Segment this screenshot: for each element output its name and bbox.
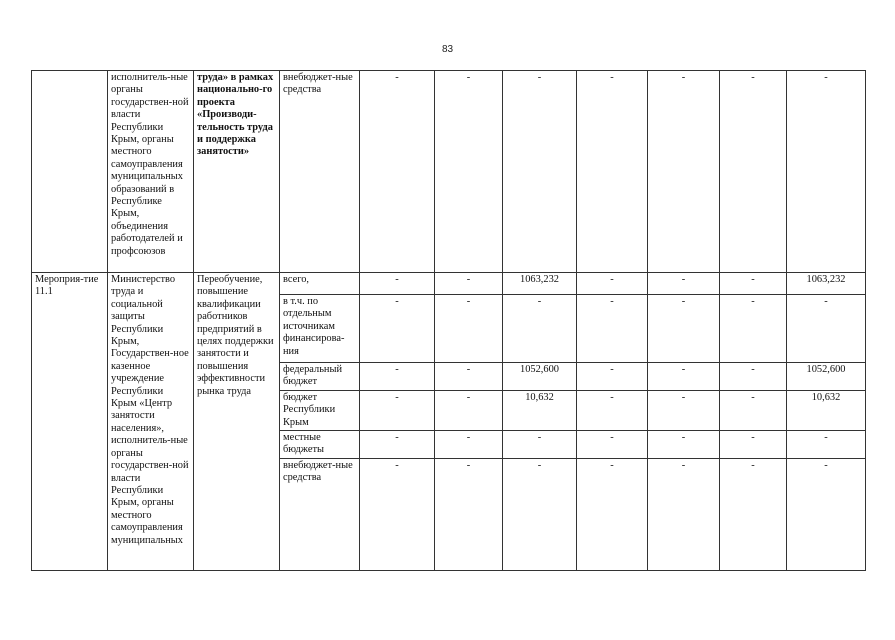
value-cell: - (720, 363, 787, 391)
value-cell: - (503, 71, 577, 273)
funding-source-cell: всего, (280, 273, 360, 295)
value-cell: 1052,600 (787, 363, 866, 391)
value-cell: - (503, 431, 577, 459)
event-number-cell: Мероприя-тие 11.1 (32, 273, 108, 571)
responsible-executors-cell: исполнитель-ные органы государствен-ной власти Республики Крым, органы местного самоуправления муниципальных образований в Республике Крым, объединения работодателей и профсоюзов (108, 71, 194, 273)
value-cell: - (720, 295, 787, 363)
value-cell: - (648, 295, 720, 363)
value-cell: - (435, 273, 503, 295)
table-row (32, 71, 866, 273)
value-cell: - (360, 71, 435, 273)
value-cell: - (360, 390, 435, 430)
page-number: 83 (441, 44, 454, 55)
value-cell: - (720, 431, 787, 459)
value-cell: - (435, 431, 503, 459)
value-cell: 1063,232 (503, 273, 577, 295)
budget-table (31, 70, 866, 571)
value-cell: - (720, 273, 787, 295)
value-cell: - (577, 273, 648, 295)
value-cell: - (787, 71, 866, 273)
value-cell: - (787, 458, 866, 570)
value-cell: - (577, 390, 648, 430)
value-cell: - (360, 363, 435, 391)
value-cell: - (648, 458, 720, 570)
funding-source-cell: внебюджет-ные средства (280, 71, 360, 273)
value-cell: 10,632 (503, 390, 577, 430)
funding-source-cell: внебюджет-ные средства (280, 458, 360, 570)
value-cell: - (577, 458, 648, 570)
table-row (32, 273, 866, 295)
event-number-cell (32, 71, 108, 273)
value-cell: - (577, 431, 648, 459)
value-cell: - (503, 458, 577, 570)
value-cell: - (720, 458, 787, 570)
funding-source-cell: местные бюджеты (280, 431, 360, 459)
value-cell: - (360, 431, 435, 459)
responsible-executors-cell: Министерство труда и социальной защиты Республики Крым, Государствен-ное казенное учреждение Республики Крым «Центр занятости населения», исполнитель-ные органы государствен-ной власти Республики Крым, органы местного самоуправления муниципальных (108, 273, 194, 571)
value-cell: - (648, 71, 720, 273)
value-cell: - (648, 390, 720, 430)
value-cell: - (577, 363, 648, 391)
funding-source-cell: федеральный бюджет (280, 363, 360, 391)
value-cell: - (360, 295, 435, 363)
value-cell: - (360, 458, 435, 570)
event-title-cell: труда» в рамках национально-го проекта «Производи-тельность труда и поддержка занятости» (194, 71, 280, 273)
value-cell: 1063,232 (787, 273, 866, 295)
value-cell: - (577, 71, 648, 273)
value-cell: - (787, 295, 866, 363)
value-cell: - (720, 390, 787, 430)
funding-source-cell: в т.ч. по отдельным источникам финансирова-ния (280, 295, 360, 363)
value-cell: - (435, 390, 503, 430)
event-title-cell: Переобучение, повышение квалификации работников предприятий в целях поддержки занятости и повышения эффективности рынка труда (194, 273, 280, 571)
value-cell: 10,632 (787, 390, 866, 430)
value-cell: - (435, 458, 503, 570)
value-cell: 1052,600 (503, 363, 577, 391)
value-cell: - (435, 363, 503, 391)
funding-source-cell: бюджет Республики Крым (280, 390, 360, 430)
value-cell: - (787, 431, 866, 459)
value-cell: - (435, 71, 503, 273)
value-cell: - (435, 295, 503, 363)
value-cell: - (503, 295, 577, 363)
value-cell: - (648, 431, 720, 459)
value-cell: - (648, 363, 720, 391)
value-cell: - (577, 295, 648, 363)
value-cell: - (360, 273, 435, 295)
value-cell: - (720, 71, 787, 273)
value-cell: - (648, 273, 720, 295)
